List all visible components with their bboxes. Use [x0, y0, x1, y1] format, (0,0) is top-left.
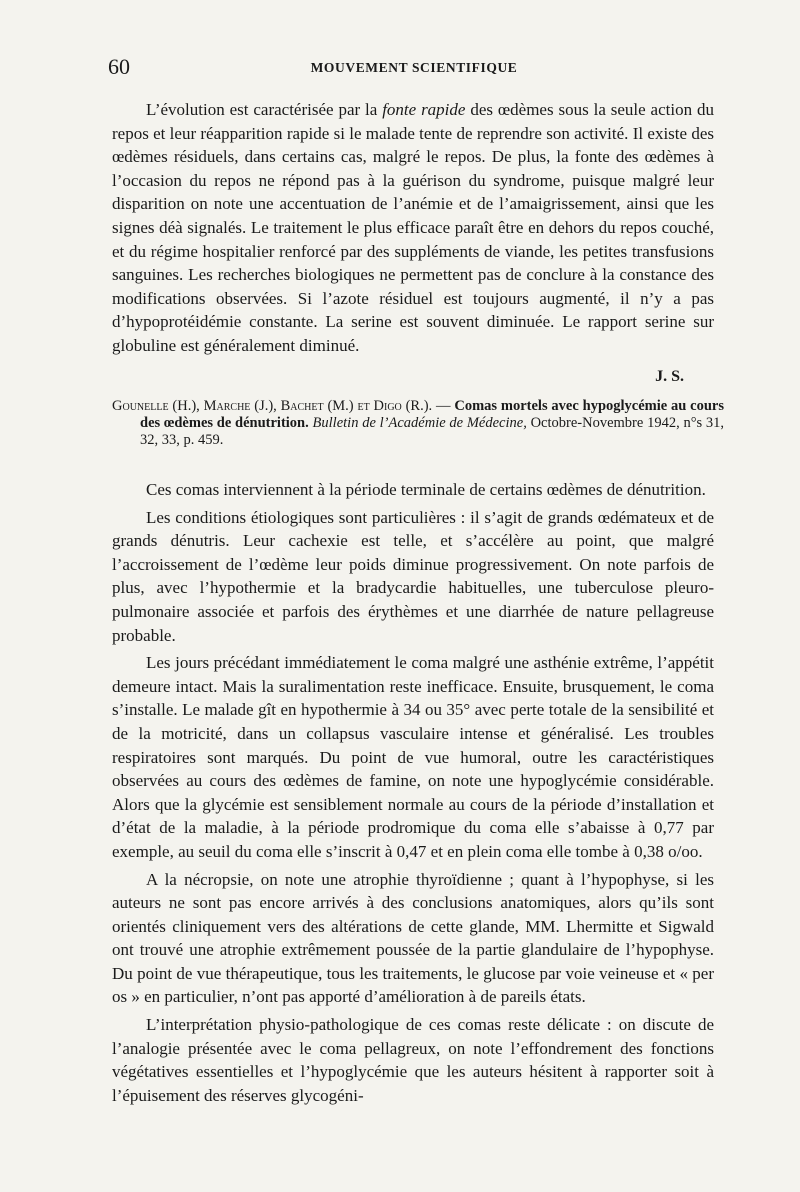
emphasis-text: fonte rapide — [382, 100, 466, 119]
text-run: L’évolution est caractérisée par la — [146, 100, 383, 119]
paragraph: Les jours précédant immédiatement le coma malgré une asthénie extrême, l’appétit demeure intact. Mais la suralimentation reste inefficace. Ensuite, brusquement, le coma s’installe. Le malade gît en hypothermie à 34 ou 35° avec perte totale de la sensibilité et de la motricité, dans un collapsus vasculaire intense et généralisé. Les troubles respiratoires sont marqués. Du point de vue humoral, outre les caractéristiques observées au cours des œdèmes de famine, on note une hypoglycémie considérable. Alors que la glycémie est sensiblement normale au cours de la période d’installation et d’état de la maladie, à la période prodromique du coma elle s’abaisse à 0,77 par exemple, au seuil du coma elle s’inscrit à 0,47 et en plein coma elle tombe à 0,38 o/oo. — [112, 653, 714, 861]
reference-title: Comas mortels avec hypoglycémie au cours des œdèmes de dénutrition. — [140, 398, 725, 431]
article-1-body — [112, 98, 714, 358]
paragraph: L’interprétation physio-pathologique de ces comas reste délicate : on discute de l’analogie présentée avec le coma pellagreux, on note l’effondrement des fonctions végétatives essentielles et l’hypoglycémie que les auteurs hésitent à rapporter soit à l’épuisement des réserves glycogéni- — [112, 1015, 714, 1105]
paragraph: Les conditions étiologiques sont particulières : il s’agit de grands œdémateux et de grands dénutris. Leur cachexie est telle, et s’accélère au point, que malgré l’accroissement de l’œdème leur poids diminue progressivement. On note parfois de plus, avec l’hypothermie et la bradycardie habituelles, une tuberculose pleuro-pulmonaire associée et parfois des érythèmes et une diarrhée de nature pellagreuse probable. — [112, 507, 714, 645]
article-1-paragraph — [112, 98, 714, 358]
paragraph: Ces comas interviennent à la période terminale de certains œdèmes de dénutrition. — [146, 480, 706, 499]
reference-dash: — — [432, 398, 455, 414]
reference-details: Octobre-Novembre 1942, n°s 31, 32, 33, p. 459. — [140, 415, 725, 448]
bibliographic-reference — [112, 398, 724, 449]
reference-journal: Bulletin de l’Académie de Médecine, — [312, 415, 527, 431]
running-head: MOUVEMENT SCIENTIFIQUE — [310, 60, 518, 75]
page-number: 60 — [108, 54, 130, 79]
page-header — [108, 54, 720, 84]
author-signature: J. S. — [655, 368, 684, 385]
reference-authors: Gounelle (H.), Marche (J.), Bachet (M.) et Digo (R.). — [112, 398, 433, 414]
text-run: des œdèmes sous la seule action du repos et leur réapparition rapide si le malade tente de reprendre son activité. Il existe des œdèmes résiduels, dans certains cas, malgré le repos. De plus, la fonte des œdèmes à l’occasion du repos ne répond pas à la guérison du syndrome, puisque malgré leur disparition on note une accentuation de l’anémie et de l’amaigrissement, ainsi que les signes déà signalés. Le traitement le plus efficace paraît être en dehors du repos couché, et du régime hospitalier renforcé par des suppléments de viande, les petites transfusions sanguines. Les recherches biologiques ne permettent pas de conclure à la constance des modifications observées. Si l’azote résiduel est toujours augmenté, il n’y a pas d’hypoprotéidémie constante. La serine est souvent diminuée. Le rapport serine sur globuline est généralement diminué. — [112, 100, 714, 355]
paragraph: A la nécropsie, on note une atrophie thyroïdienne ; quant à l’hypophyse, si les auteurs ne sont pas encore arrivés à des conclusions anatomiques, alors qu’ils sont orientés cliniquement vers des altérations de cette glande, MM. Lhermitte et Sigwald ont trouvé une atrophie extrêmement poussée de la partie glandulaire de l’hypophyse. Du point de vue thérapeutique, tous les traitements, le glucose par voie veineuse et « per os » en particulier, n’ont pas apporté d’amélioration à de pareils états. — [112, 869, 714, 1007]
reference-line — [112, 398, 724, 449]
article-2-body — [112, 478, 714, 1111]
